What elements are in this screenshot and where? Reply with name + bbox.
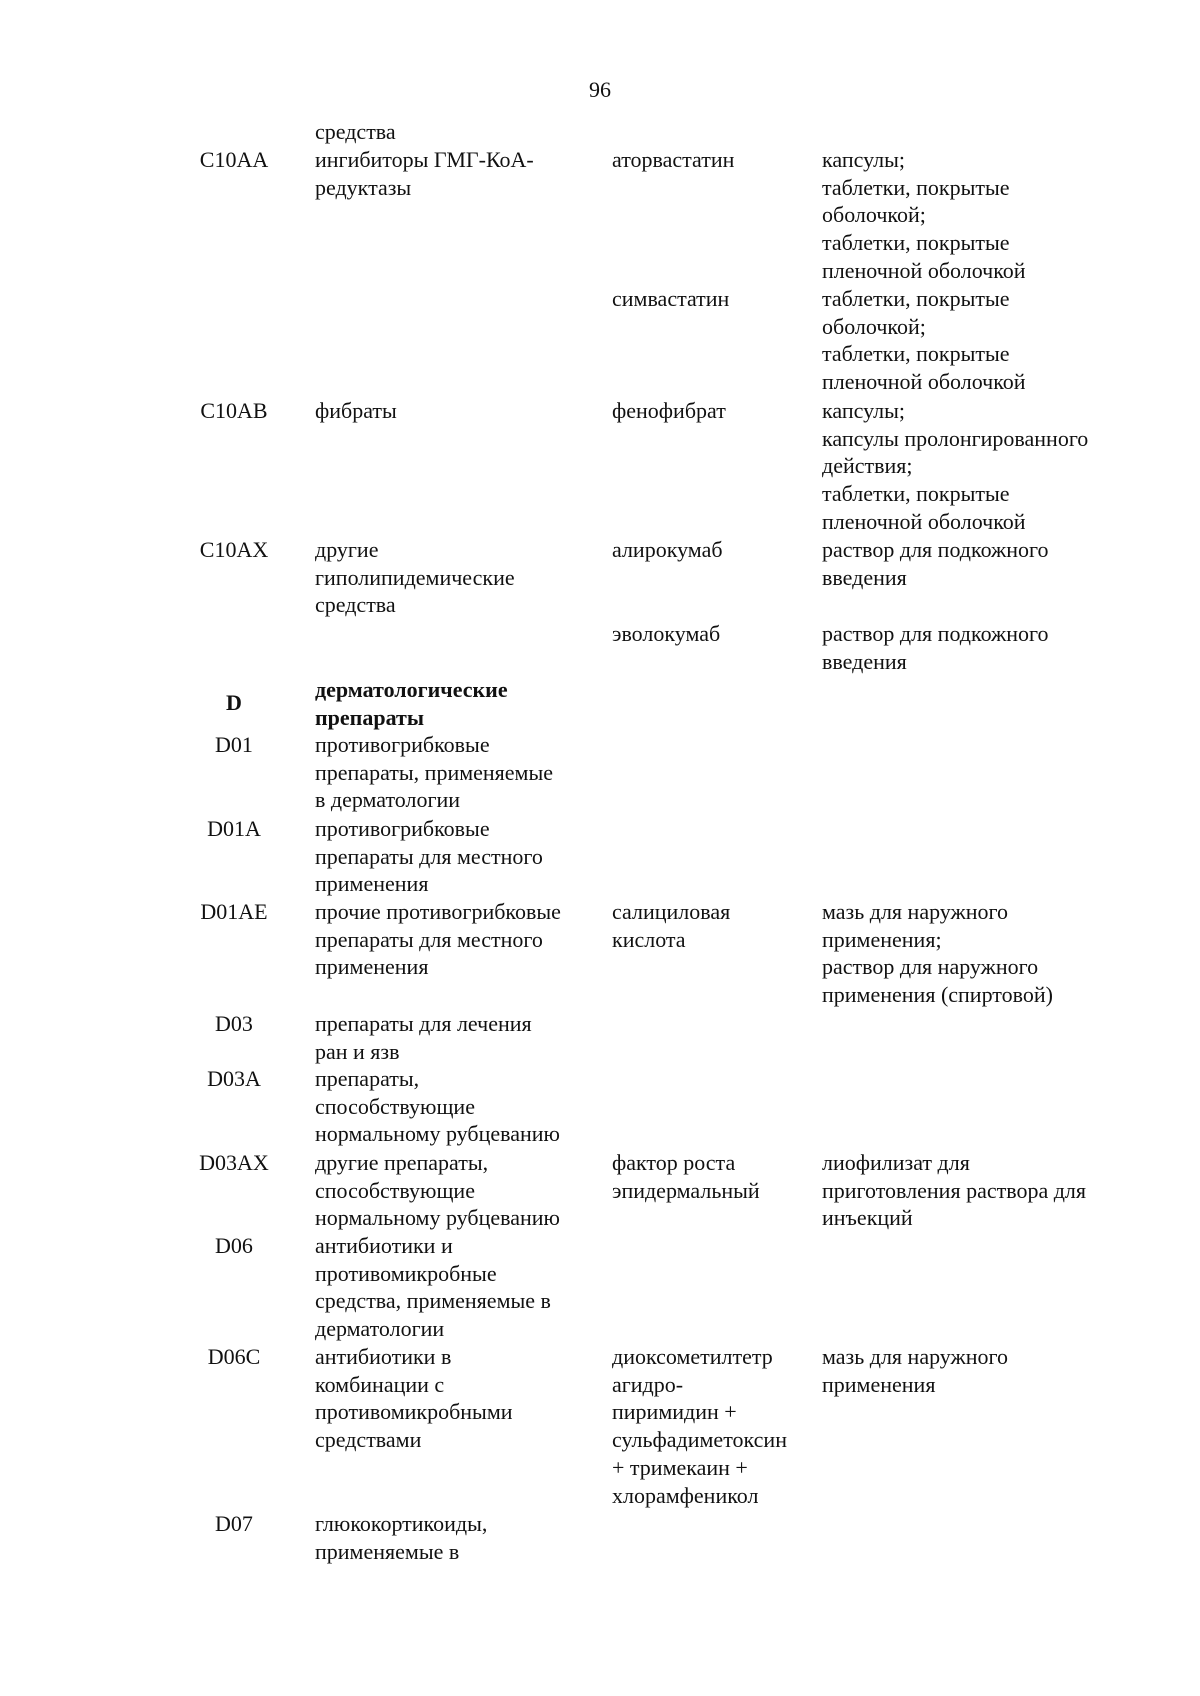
row-3-form: капсулы; капсулы пролонгированного действия; таблетки, покрытые пленочной оболочкой [822,398,1089,534]
row-13-code: D06 [215,1233,253,1258]
row-15-code: D07 [215,1511,253,1536]
row-9-name: прочие противогрибковые препараты для местного применения [315,899,561,980]
row-9-form: мазь для наружного применения; раствор для наружного применения (спиртовой) [822,899,1053,1008]
row-6-name: дерматологические препараты [315,677,508,730]
row-3-drug: фенофибрат [612,398,726,423]
row-15-name: глюкокортикоиды, применяемые в [315,1511,488,1564]
row-0-name: средства [315,119,396,144]
row-9-drug: салициловая кислота [612,899,731,952]
row-14-code: D06C [207,1344,261,1369]
row-4-form: раствор для подкожного введения [822,537,1049,590]
row-4-name: другие гиполипидемические средства [315,537,515,618]
row-11-code: D03A [207,1066,261,1091]
row-8-code: D01A [207,816,261,841]
row-7-name: противогрибковые препараты, применяемые в дерматологии [315,732,554,813]
row-9-code: D01AE [200,899,268,924]
page-number: 96 [589,77,611,102]
row-11-name: препараты, способствующие нормальному рубцеванию [315,1066,560,1147]
row-1-name: ингибиторы ГМГ-КоА- редуктазы [315,147,534,200]
row-3-name: фибраты [315,398,397,423]
row-8-name: противогрибковые препараты для местного применения [315,816,543,897]
row-4-drug: алирокумаб [612,537,723,562]
row-5-form: раствор для подкожного введения [822,621,1049,674]
row-12-name: другие препараты, способствующие нормальному рубцеванию [315,1150,560,1231]
row-10-code: D03 [215,1011,253,1036]
row-14-name: антибиотики в комбинации с противомикробными средствами [315,1344,513,1453]
row-14-form: мазь для наружного применения [822,1344,1008,1397]
row-4-code: C10AX [199,537,269,562]
row-1-drug: аторвастатин [612,147,735,172]
row-12-drug: фактор роста эпидермальный [612,1150,760,1203]
row-2-drug: симвастатин [612,286,730,311]
row-12-code: D03AX [199,1150,269,1175]
row-5-drug: эволокумаб [612,621,721,646]
row-14-drug: диоксометилтетр агидро- пиримидин + сульфадиметоксин + тримекаин + хлорамфеникол [612,1344,787,1508]
row-1-code: C10AA [199,147,269,172]
row-12-form: лиофилизат для приготовления раствора для инъекций [822,1150,1086,1231]
row-2-form: таблетки, покрытые оболочкой; таблетки, покрытые пленочной оболочкой [822,286,1026,395]
row-6-code: D [226,690,242,715]
row-3-code: C10AB [200,398,268,423]
row-1-form: капсулы; таблетки, покрытые оболочкой; таблетки, покрытые пленочной оболочкой [822,147,1026,283]
row-10-name: препараты для лечения ран и язв [315,1011,532,1064]
row-13-name: антибиотики и противомикробные средства, применяемые в дерматологии [315,1233,551,1342]
row-7-code: D01 [215,732,253,757]
